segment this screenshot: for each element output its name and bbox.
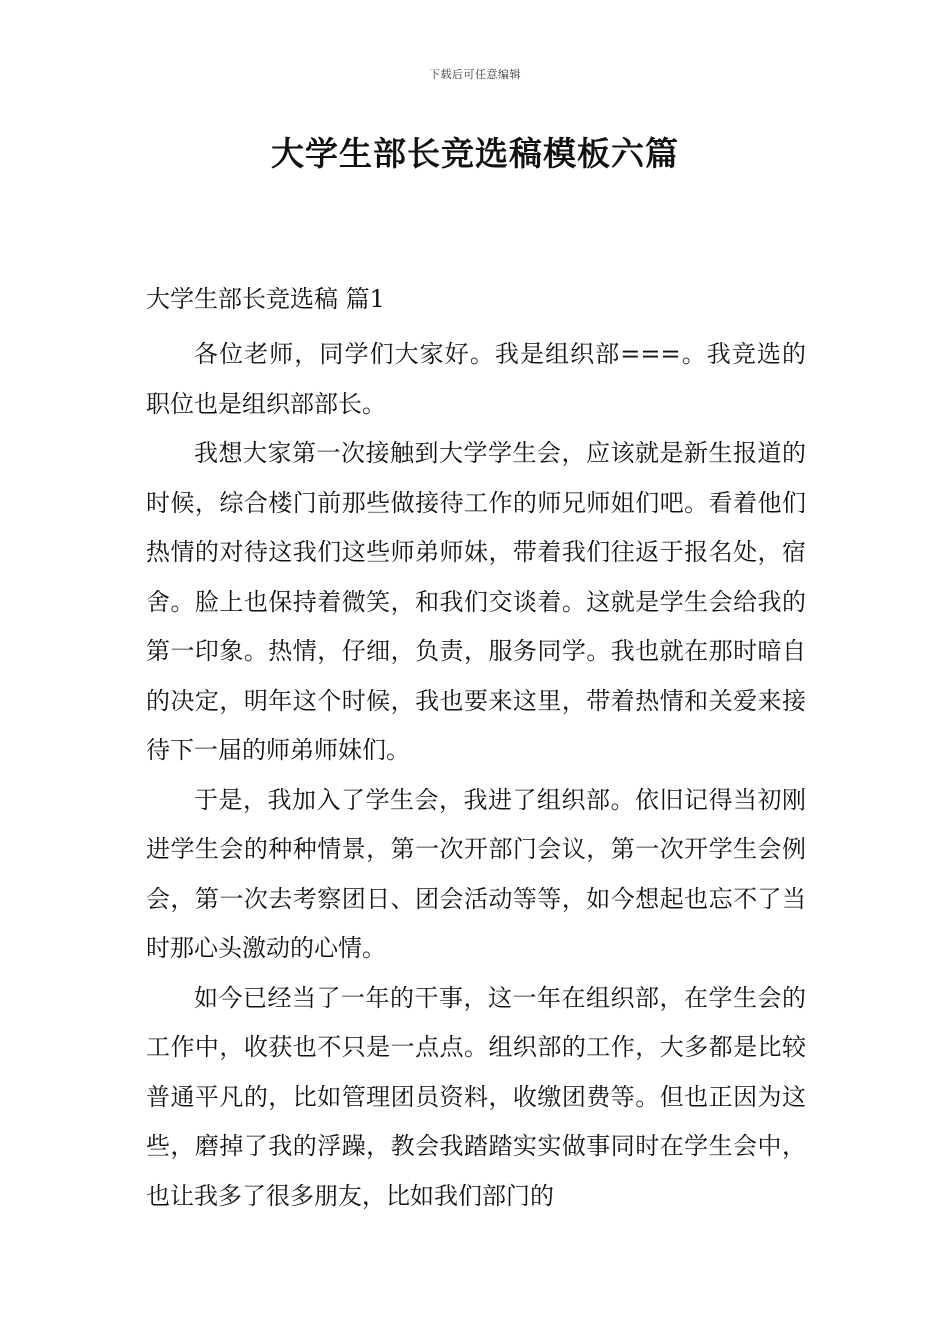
section-heading: 大学生部长竞选稿 篇1 xyxy=(146,285,385,313)
document-body xyxy=(146,280,806,1221)
document-title: 大学生部长竞选稿模板六篇 xyxy=(271,134,679,173)
paragraph: 各位老师，同学们大家好。我是组织部===。我竞选的职位也是组织部部长。 xyxy=(146,340,806,418)
header-note: 下载后可任意编辑 xyxy=(429,68,521,81)
paragraph: 于是，我加入了学生会，我进了组织部。依旧记得当初刚进学生会的种种情景，第一次开部门会议，第一次开学生会例会，第一次去考察团日、团会活动等等，如今想起也忘不了当时那心头激动的心情。 xyxy=(146,785,806,962)
paragraph: 如今已经当了一年的干事，这一年在组织部，在学生会的工作中，收获也不只是一点点。组织部的工作，大多都是比较普通平凡的，比如管理团员资料，收缴团费等。但也正因为这些，磨掉了我的浮躁，教会我踏踏实实做事同时在学生会中，也让我多了很多朋友，比如我们部门的 xyxy=(146,983,806,1210)
paragraph: 我想大家第一次接触到大学学生会，应该就是新生报道的时候，综合楼门前那些做接待工作的师兄师姐们吧。看着他们热情的对待这我们这些师弟师妹，带着我们往返于报名处，宿舍。脸上也保持着微笑，和我们交谈着。这就是学生会给我的第一印象。热情，仔细，负责，服务同学。我也就在那时暗自的决定，明年这个时候，我也要来这里，带着热情和关爱来接待下一届的师弟师妹们。 xyxy=(146,439,806,764)
